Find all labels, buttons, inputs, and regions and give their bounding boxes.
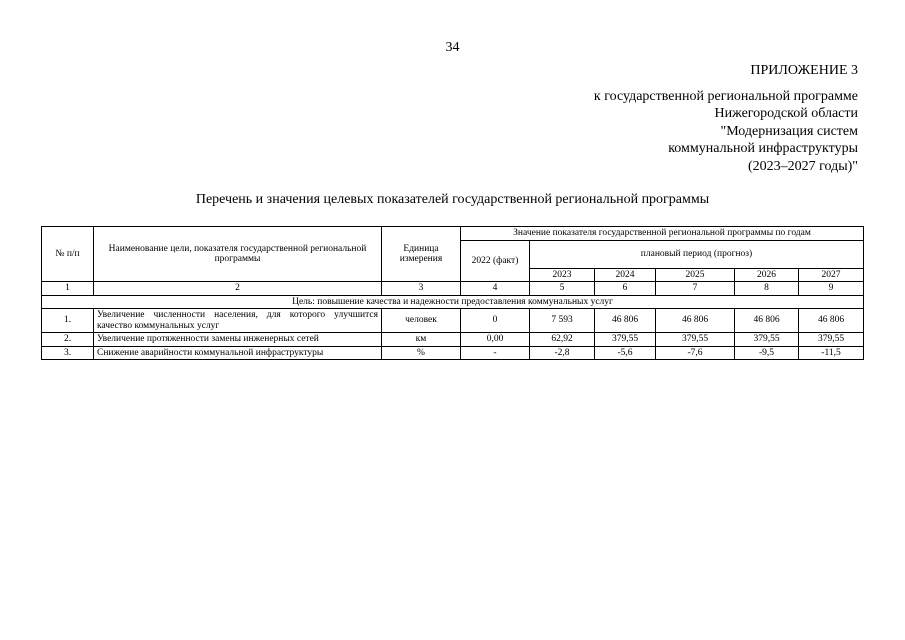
row-value: -2,8 [530, 346, 595, 360]
header-plan: плановый период (прогноз) [530, 240, 864, 268]
column-number: 2 [94, 282, 382, 296]
row-value: -11,5 [799, 346, 864, 360]
row-value: 62,92 [530, 333, 595, 347]
row-unit: человек [382, 309, 461, 333]
row-value: 0,00 [461, 333, 530, 347]
row-name: Увеличение протяженности замены инженерных сетей [94, 333, 382, 347]
row-value: 379,55 [799, 333, 864, 347]
header-year: 2025 [656, 268, 735, 282]
header-year: 2024 [595, 268, 656, 282]
row-num: 2. [42, 333, 94, 347]
header-num: № п/п [42, 227, 94, 282]
header-year: 2023 [530, 268, 595, 282]
indicators-table [41, 226, 864, 360]
table-row [42, 333, 864, 347]
column-number: 8 [735, 282, 799, 296]
header-year: 2027 [799, 268, 864, 282]
appendix-line: к государственной региональной программе [593, 88, 858, 104]
column-number: 9 [799, 282, 864, 296]
header-fact: 2022 (факт) [461, 240, 530, 282]
document-title: Перечень и значения целевых показателей государственной региональной программы [195, 192, 710, 207]
row-num: 3. [42, 346, 94, 360]
row-value: -7,6 [656, 346, 735, 360]
row-value: 0 [461, 309, 530, 333]
page-number: 34 [445, 40, 460, 55]
row-num: 1. [42, 309, 94, 333]
row-value: - [461, 346, 530, 360]
appendix-line: Нижегородской области [714, 106, 858, 121]
row-unit: км [382, 333, 461, 347]
header-name: Наименование цели, показателя государственной региональной программы [94, 227, 382, 282]
goal-text: Цель: повышение качества и надежности предоставления коммунальных услуг [42, 295, 864, 309]
table-row [42, 346, 864, 360]
header-year: 2026 [735, 268, 799, 282]
column-number: 5 [530, 282, 595, 296]
appendix-line: (2023–2027 годы)" [747, 158, 858, 174]
column-number: 4 [461, 282, 530, 296]
column-number: 6 [595, 282, 656, 296]
row-value: 379,55 [735, 333, 799, 347]
header-unit: Единица измерения [382, 227, 461, 282]
row-unit: % [382, 346, 461, 360]
row-value: -9,5 [735, 346, 799, 360]
column-number: 3 [382, 282, 461, 296]
row-value: 46 806 [656, 309, 735, 333]
row-value: 46 806 [799, 309, 864, 333]
row-value: 7 593 [530, 309, 595, 333]
column-number: 7 [656, 282, 735, 296]
appendix-line: коммунальной инфраструктуры [668, 141, 858, 156]
row-value: -5,6 [595, 346, 656, 360]
appendix-block [538, 62, 858, 175]
appendix-title: ПРИЛОЖЕНИЕ 3 [750, 63, 858, 78]
row-name: Увеличение численности населения, для которого улучшится качество коммунальных услуг [94, 309, 382, 333]
table-row [42, 309, 864, 333]
appendix-line: "Модернизация систем [720, 123, 858, 139]
row-value: 379,55 [656, 333, 735, 347]
row-name: Снижение аварийности коммунальной инфраструктуры [94, 346, 382, 360]
row-value: 379,55 [595, 333, 656, 347]
column-number: 1 [42, 282, 94, 296]
header-values-group: Значение показателя государственной региональной программы по годам [461, 227, 864, 241]
row-value: 46 806 [735, 309, 799, 333]
row-value: 46 806 [595, 309, 656, 333]
goal-row [42, 295, 864, 309]
column-number-row [42, 282, 864, 296]
